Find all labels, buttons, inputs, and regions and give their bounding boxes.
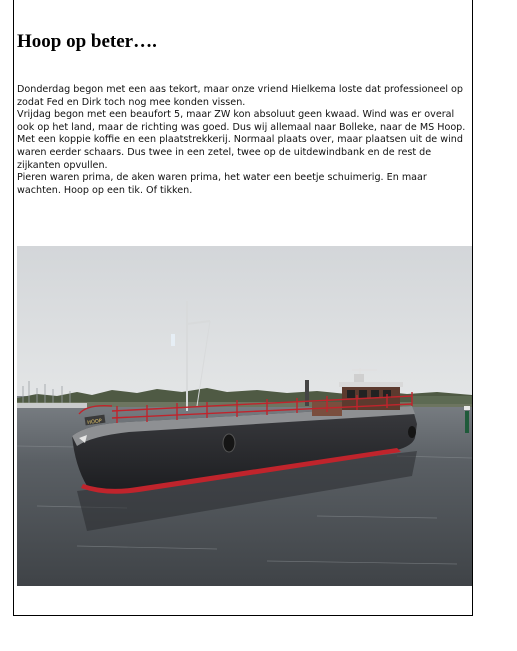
paragraph-3: Pieren waren prima, de aken waren prima, het water een beetje schuimerig. En maar wachten. Hoop op een tik. Of tikken.: [17, 172, 427, 196]
paragraph-2: Vrijdag begon met een beaufort 5, maar ZW kon absoluut geen kwaad. Wind was er overal ook op het land, maar de richting was goed. Dus wij allemaal naar Bolleke, naar de MS Hoop. Met een koppie koffie en een plaatstrekkerij. Normaal plaats over, maar plaatsen uit de wind waren eerder schaars. Dus twee in een zetel, twee op de uitdewindbank en de rest de zijkanten opvullen.: [17, 109, 466, 171]
paragraph-1: Donderdag begon met een aas tekort, maar onze vriend Hielkema loste dat professioneel op zodat Fed en Dirk toch nog mee konden vissen.: [17, 84, 464, 108]
sky: [17, 246, 472, 396]
boat-name: HOOP: [86, 418, 103, 427]
tire-fender: [223, 434, 235, 452]
channel-marker: [465, 411, 469, 433]
motor-barge-photo: [17, 246, 472, 586]
article-body: [17, 84, 473, 197]
page-title: Hoop op beter….: [17, 31, 157, 52]
